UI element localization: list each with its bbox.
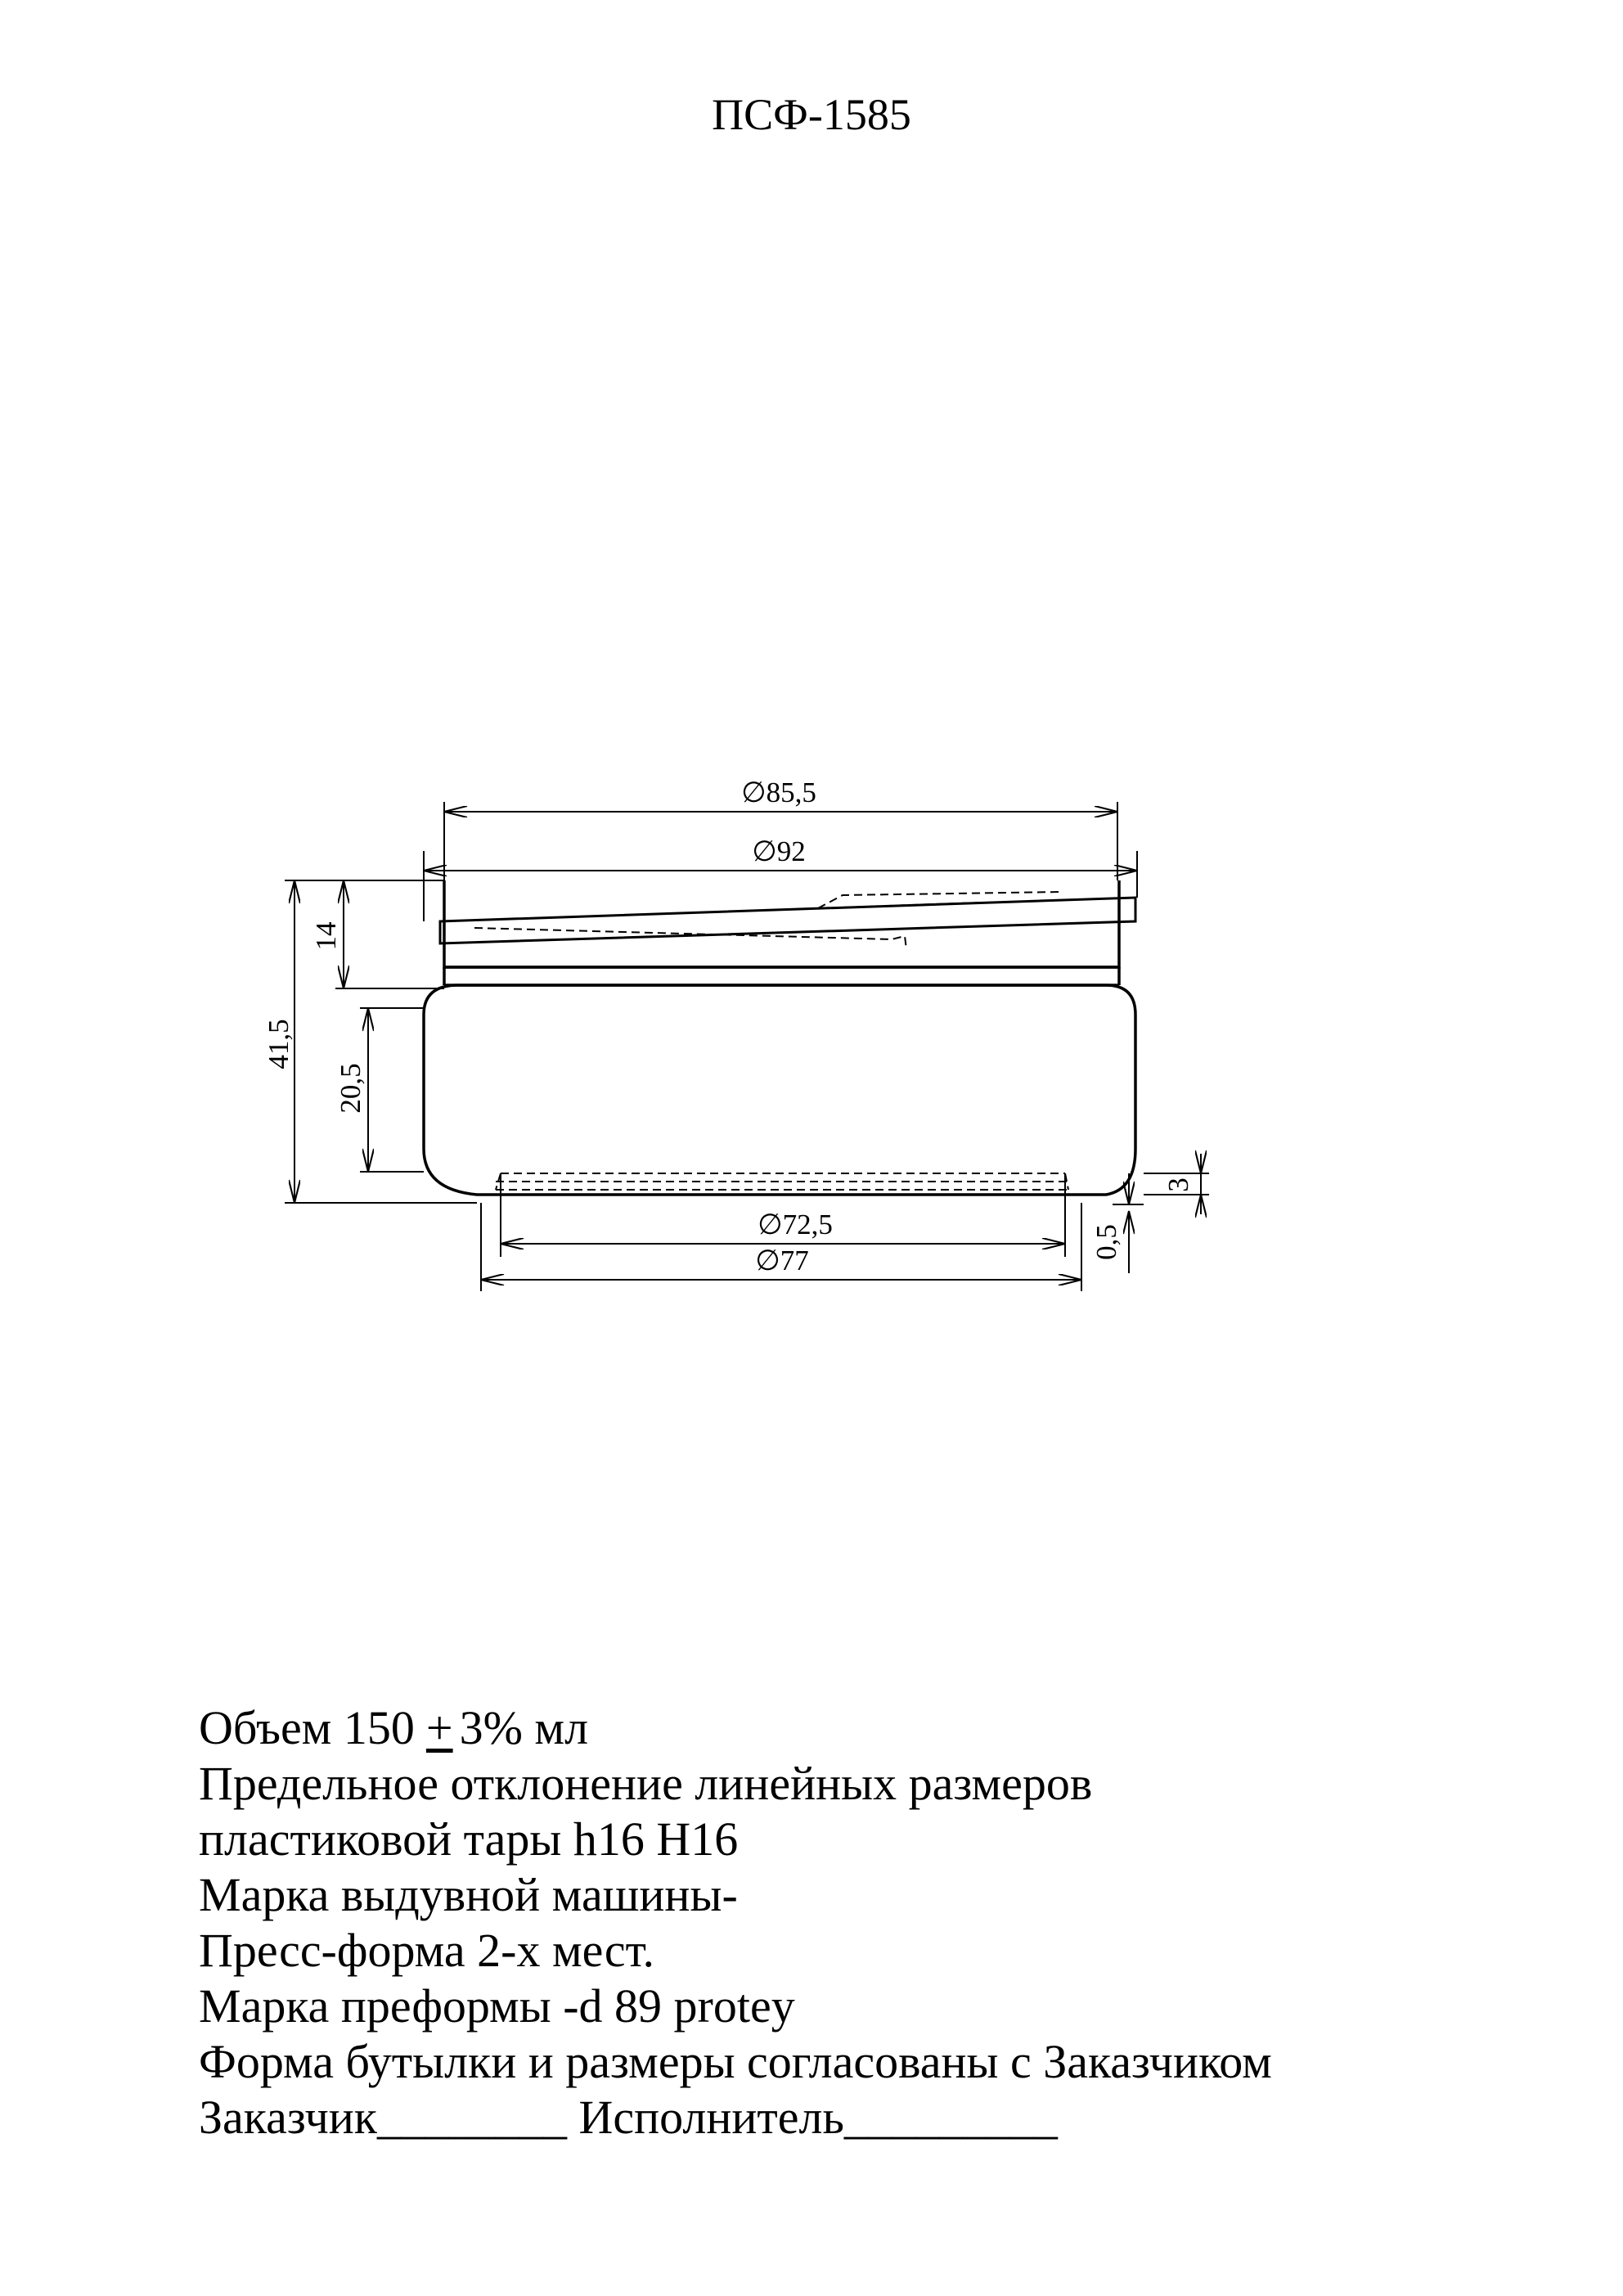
label-base-offset: 0,5 (1090, 1224, 1122, 1260)
label-label-height: 20,5 (335, 1063, 366, 1114)
specification-block (199, 1700, 1589, 2145)
dimension-labels (263, 777, 1194, 1276)
spec-machine: Марка выдувной машины- (199, 1868, 738, 1921)
plus-minus-sign: + (425, 1701, 453, 1754)
spec-volume: Объем 150 + 3% мл (199, 1701, 589, 1754)
svg-text:∅77 (755, 1245, 809, 1276)
svg-text:∅72,5 (758, 1209, 833, 1240)
label-neck-diameter: 85,5 (766, 777, 816, 808)
diameter-symbol: ∅ (752, 835, 777, 867)
drawing-title: ПСФ-1585 (712, 90, 911, 139)
spec-signatures (199, 2090, 1589, 2145)
diameter-symbol: ∅ (758, 1209, 783, 1240)
svg-text:∅85,5 (741, 777, 816, 808)
thread-band (440, 898, 1135, 943)
label-neck-height: 14 (310, 921, 342, 951)
customer-signature: Заказчик________ (199, 2091, 567, 2144)
diameter-symbol: ∅ (741, 777, 767, 808)
neck-finish (444, 880, 1119, 967)
contractor-signature: Исполнитель_________ (578, 2091, 1058, 2144)
label-thread-diameter: 92 (776, 835, 806, 867)
spec-agreement: Форма бутылки и размеры согласованы с Заказчиком (199, 2035, 1272, 2088)
label-total-height: 41,5 (263, 1019, 294, 1069)
spec-deviation-line1: Предельное отклонение линейных размеров (199, 1757, 1093, 1810)
label-base-outer-diameter: 77 (780, 1245, 809, 1276)
label-base-inner-diameter: 72,5 (782, 1209, 833, 1240)
spec-mould: Пресс-форма 2-х мест. (199, 1924, 655, 1977)
jar-body (424, 985, 1135, 1195)
spec-deviation-line2: пластиковой тары h16 H16 (199, 1812, 739, 1866)
spec-preform: Марка преформы -d 89 protey (199, 1979, 795, 2033)
hidden-lines (474, 892, 1068, 1190)
svg-text:∅92 (752, 835, 806, 867)
jar-outline (424, 880, 1135, 1195)
label-base-recess: 3 (1162, 1177, 1194, 1192)
diameter-symbol: ∅ (755, 1245, 780, 1276)
